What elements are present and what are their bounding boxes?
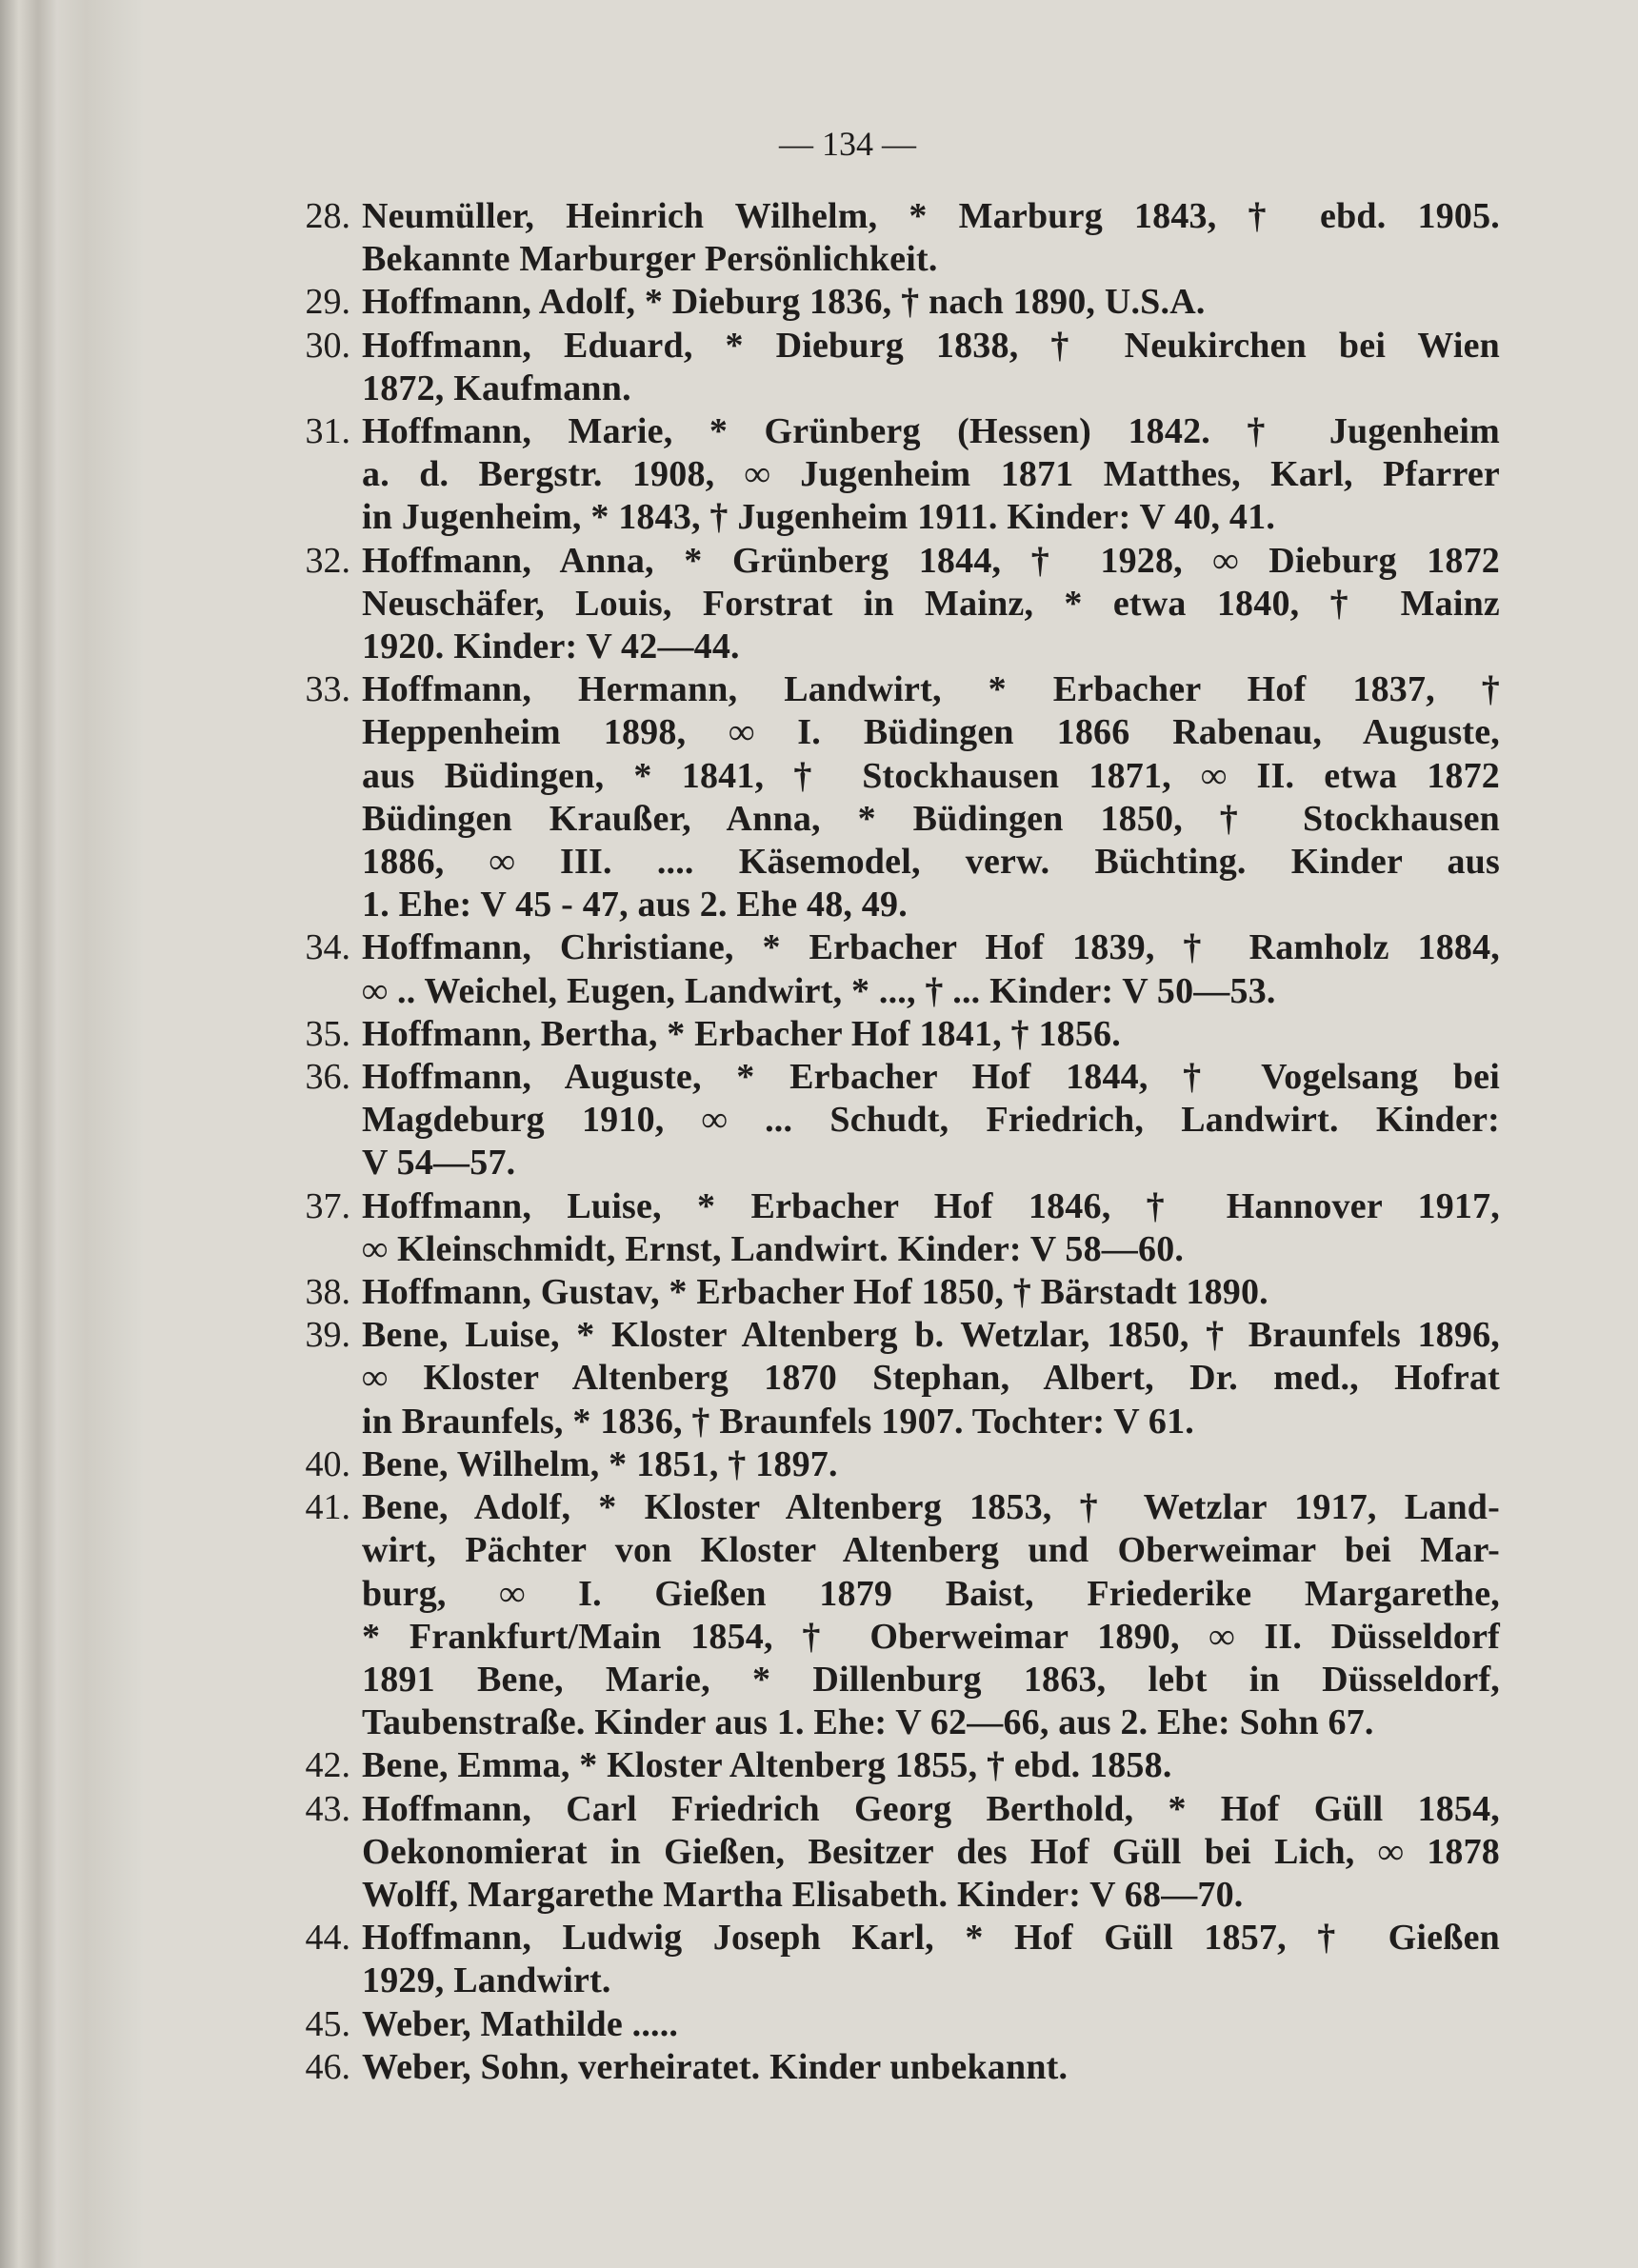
entry-line: ∞ Kloster Altenberg 1870 Stephan, Albert, Dr. med., Hofrat — [362, 1358, 1500, 1399]
entry-line: in Jugenheim, * 1843, † Jugenheim 1911. Kinder: V 40, 41. — [362, 497, 1276, 538]
entry-number: 44. — [305, 1918, 350, 1959]
entry-line: Hoffmann, Eduard, * Dieburg 1838, † Neukirchen bei Wien — [362, 325, 1500, 366]
entry-line: Hoffmann, Anna, * Grünberg 1844, † 1928, ∞ Dieburg 1872 — [362, 540, 1500, 581]
entry — [305, 1486, 1500, 1744]
entry-line: Bene, Adolf, * Kloster Altenberg 1853, † Wetzlar 1917, Land- — [362, 1487, 1500, 1528]
entry-line: ∞ Kleinschmidt, Ernst, Landwirt. Kinder: V 58—60. — [362, 1228, 1185, 1269]
entry-number: 32. — [305, 540, 350, 581]
entry-number: 38. — [305, 1272, 350, 1313]
entry-line: Bene, Luise, * Kloster Altenberg b. Wetzlar, 1850, † Braunfels 1896, — [362, 1315, 1500, 1356]
entry-line: Bene, Wilhelm, * 1851, † 1897. — [362, 1443, 838, 1484]
entry — [305, 1788, 1500, 1918]
entry-line: Hoffmann, Marie, * Grünberg (Hessen) 1842. † Jugenheim — [362, 411, 1500, 452]
entry-line: Hoffmann, Adolf, * Dieburg 1836, † nach 1890, U.S.A. — [362, 282, 1206, 323]
entry-line: aus Büdingen, * 1841, † Stockhausen 1871, ∞ II. etwa 1872 — [362, 755, 1500, 796]
entry-number: 41. — [305, 1487, 350, 1528]
entry — [305, 1185, 1500, 1271]
entry-line: Büdingen Kraußer, Anna, * Büdingen 1850, † Stockhausen — [362, 798, 1500, 839]
entry-line: Magdeburg 1910, ∞ ... Schudt, Friedrich, Landwirt. Kinder: — [362, 1100, 1500, 1141]
entry-line: Hoffmann, Ludwig Joseph Karl, * Hof Güll 1857, † Gießen — [362, 1918, 1500, 1959]
entry-line: Wolff, Margarethe Martha Elisabeth. Kinder: V 68—70. — [362, 1874, 1244, 1915]
entry-line: 1891 Bene, Marie, * Dillenburg 1863, lebt in Düsseldorf, — [362, 1659, 1500, 1700]
entry-line: burg, ∞ I. Gießen 1879 Baist, Friederike Margarethe, — [362, 1573, 1500, 1614]
entry — [305, 325, 1500, 410]
entry-line: wirt, Pächter von Kloster Altenberg und Oberweimar bei Mar- — [362, 1530, 1500, 1571]
entry — [305, 1013, 1500, 1056]
entry-number: 35. — [305, 1013, 350, 1054]
entry — [305, 1744, 1500, 1787]
entry-number: 31. — [305, 411, 350, 452]
entry — [305, 2046, 1500, 2089]
genealogy-entries — [305, 195, 1500, 2089]
entry-line: Weber, Sohn, verheiratet. Kinder unbekannt. — [362, 2046, 1069, 2087]
page-number: — 134 — — [779, 125, 916, 163]
entry-line: Hoffmann, Bertha, * Erbacher Hof 1841, † 1856. — [362, 1013, 1121, 1054]
entry-line: 1920. Kinder: V 42—44. — [362, 627, 740, 667]
entry-number: 37. — [305, 1185, 350, 1226]
entry-number: 34. — [305, 927, 350, 968]
entry-number: 40. — [305, 1443, 350, 1484]
entry-line: Neuschäfer, Louis, Forstrat in Mainz, * etwa 1840, † Mainz — [362, 583, 1500, 624]
entry — [305, 410, 1500, 540]
entry-line: 1929, Landwirt. — [362, 1960, 611, 2001]
entry-line: Hoffmann, Luise, * Erbacher Hof 1846, † Hannover 1917, — [362, 1185, 1500, 1226]
entry-line: ∞ .. Weichel, Eugen, Landwirt, * ..., † ... Kinder: V 50—53. — [362, 970, 1276, 1011]
entry-line: 1872, Kaufmann. — [362, 368, 631, 408]
entry-number: 30. — [305, 325, 350, 366]
entry-line: Hoffmann, Auguste, * Erbacher Hof 1844, † Vogelsang bei — [362, 1057, 1500, 1098]
entry-number: 42. — [305, 1745, 350, 1786]
entry — [305, 1056, 1500, 1185]
entry — [305, 1314, 1500, 1443]
entry-line: Hoffmann, Gustav, * Erbacher Hof 1850, † Bärstadt 1890. — [362, 1272, 1268, 1313]
entry-line: Hoffmann, Hermann, Landwirt, * Erbacher Hof 1837, † — [362, 669, 1500, 710]
entry — [305, 1917, 1500, 2002]
entry-line: 1. Ehe: V 45 - 47, aus 2. Ehe 48, 49. — [362, 885, 908, 925]
entry — [305, 195, 1500, 281]
entry-line: Hoffmann, Carl Friedrich Georg Berthold, * Hof Güll 1854, — [362, 1788, 1500, 1829]
entry — [305, 1443, 1500, 1486]
entry-number: 33. — [305, 669, 350, 710]
entry-line: Bekannte Marburger Persönlichkeit. — [362, 239, 938, 280]
entry-line: in Braunfels, * 1836, † Braunfels 1907. Tochter: V 61. — [362, 1401, 1194, 1442]
entry — [305, 281, 1500, 324]
entry-number: 29. — [305, 282, 350, 323]
entry-number: 46. — [305, 2046, 350, 2087]
entry-number: 39. — [305, 1315, 350, 1356]
entry-line: Heppenheim 1898, ∞ I. Büdingen 1866 Rabenau, Auguste, — [362, 712, 1500, 753]
entry-line: Oekonomierat in Gießen, Besitzer des Hof Güll bei Lich, ∞ 1878 — [362, 1831, 1500, 1872]
entry — [305, 926, 1500, 1012]
entry-number: 43. — [305, 1788, 350, 1829]
entry-number: 28. — [305, 196, 350, 236]
entry-line: V 54—57. — [362, 1143, 516, 1184]
entry-line: a. d. Bergstr. 1908, ∞ Jugenheim 1871 Matthes, Karl, Pfarrer — [362, 454, 1500, 495]
entry-line: Taubenstraße. Kinder aus 1. Ehe: V 62—66, aus 2. Ehe: Sohn 67. — [362, 1702, 1374, 1743]
entry-line: 1886, ∞ III. .... Käsemodel, verw. Büchting. Kinder aus — [362, 842, 1500, 883]
entry-line: Hoffmann, Christiane, * Erbacher Hof 1839, † Ramholz 1884, — [362, 927, 1500, 968]
entry — [305, 1271, 1500, 1314]
entry-number: 36. — [305, 1057, 350, 1098]
entry — [305, 540, 1500, 669]
entry-line: Bene, Emma, * Kloster Altenberg 1855, † ebd. 1858. — [362, 1745, 1172, 1786]
entry-line: Weber, Mathilde ..... — [362, 2003, 679, 2044]
entry-line: Neumüller, Heinrich Wilhelm, * Marburg 1843, † ebd. 1905. — [362, 196, 1500, 236]
entry-line: * Frankfurt/Main 1854, † Oberweimar 1890, ∞ II. Düsseldorf — [362, 1616, 1500, 1657]
entry-number: 45. — [305, 2003, 350, 2044]
entry — [305, 668, 1500, 926]
entry — [305, 2003, 1500, 2046]
